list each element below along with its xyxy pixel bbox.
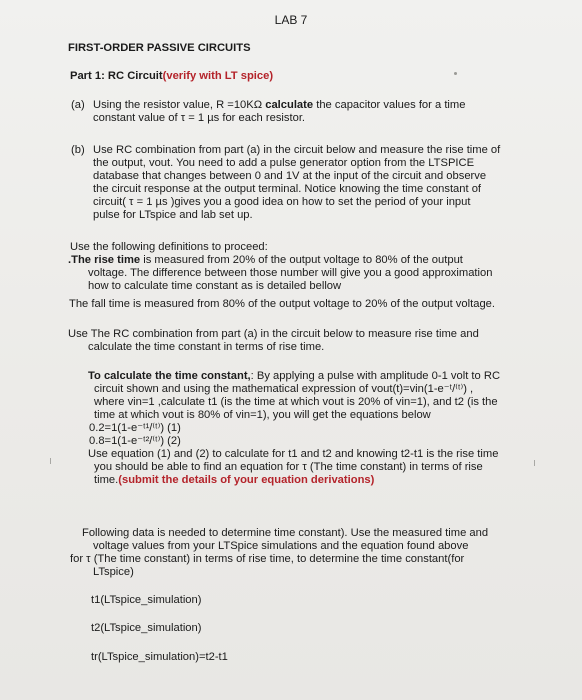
following-data-paragraph	[82, 527, 488, 553]
following-line2: voltage values from your LTSpice simulations and the equation found above	[93, 540, 469, 552]
item-b-line: pulse for LTspice and lab set up.	[93, 209, 253, 221]
calc-line1	[88, 370, 500, 383]
item-a	[71, 99, 531, 125]
fall-time-definition: The fall time is measured from 80% of the output voltage to 20% of the output voltage.	[69, 298, 495, 310]
use-equations-line3	[88, 474, 500, 487]
use-equations-line1: Use equation (1) and (2) to calculate for t1 and t2 and knowing t2-t1 is the rise time	[88, 448, 499, 460]
following-line1: Following data is needed to determine time constant). Use the measured time and	[82, 527, 489, 539]
item-a-marker: (a)	[71, 99, 85, 111]
part1-label: Part 1: RC Circuit	[70, 70, 163, 82]
equation-1: 0.2=1(1-e⁻ᵗ¹/⁽ᵗ⁾) (1)	[89, 422, 181, 434]
item-b-line: the circuit response at the output terminal. Notice knowing the time constant of	[93, 183, 482, 195]
item-b-line: Use RC combination from part (a) in the circuit below and measure the rise time of	[93, 144, 501, 156]
calc-line3: where vin=1 ,calculate t1 (is the time at which vout is 20% of vin=1), and t2 (is the	[94, 396, 498, 408]
measurement-t1: t1(LTspice_simulation)	[91, 594, 202, 606]
item-b-line: the output, vout. You need to add a pulse generator option from the LTSPICE	[93, 157, 475, 169]
rise-time-line: voltage. The difference between those number will give you a good approximation	[88, 267, 493, 279]
page-title: LAB 7	[274, 13, 308, 27]
use-rc-line1: Use The RC combination from part (a) in the circuit below to measure rise time and	[68, 328, 479, 340]
part1-accent: (verify with LT spice)	[162, 70, 274, 82]
page-mark	[50, 458, 51, 464]
rise-time-line: how to calculate time constant as is detailed bellow	[88, 280, 342, 292]
item-b	[71, 144, 551, 222]
definitions-intro: Use the following definitions to proceed:	[70, 241, 268, 253]
rise-time-lead: .The rise time	[68, 254, 141, 266]
item-a-line1	[71, 99, 531, 112]
page-mark	[454, 72, 457, 75]
following-data-continued	[70, 553, 464, 579]
part1-title	[70, 70, 273, 83]
use-equations-line3-pre: time.	[94, 474, 119, 486]
following-line4: LTspice)	[93, 566, 134, 578]
item-b-line: database that changes between 0 and 1V at the input of the circuit and observe	[93, 170, 487, 182]
following-line3: for τ (The time constant) in terms of rise time, to determine the time constant(for	[70, 553, 465, 565]
item-a-line1-post: the capacitor values for a time	[313, 99, 466, 111]
use-rc-paragraph	[68, 328, 479, 354]
calc-line1-rest: : By applying a pulse with amplitude 0-1 volt to RC	[250, 370, 501, 382]
item-b-marker: (b)	[71, 144, 85, 156]
measurement-t2: t2(LTspice_simulation)	[91, 622, 202, 634]
calculation-paragraph	[88, 370, 500, 487]
use-equations-line2: you should be able to find an equation for τ (The time constant) in terms of rise	[94, 461, 483, 473]
rise-time-line1	[68, 254, 492, 267]
item-a-line2: constant value of τ = 1 µs for each resistor.	[93, 112, 306, 124]
item-b-line: circuit( τ = 1 µs )gives you a good idea on how to set the period of your input	[93, 196, 471, 208]
use-rc-line2: calculate the time constant in terms of rise time.	[88, 341, 325, 353]
calc-line4: time at which vout is 80% of vin=1), you will get the equations below	[94, 409, 431, 421]
calc-line2: circuit shown and using the mathematical expression of vout(t)=vin(1-e⁻ᵗ/⁽ᵗ⁾) ,	[94, 383, 474, 395]
submit-derivations-note: (submit the details of your equation derivations)	[118, 474, 375, 486]
rise-time-rest: is measured from 20% of the output voltage to 80% of the output	[140, 254, 463, 266]
page-mark	[534, 460, 535, 466]
item-a-line1-bold: calculate	[265, 99, 314, 111]
rise-time-definition	[68, 254, 492, 293]
item-a-line1-pre: Using the resistor value, R =10KΩ	[93, 99, 266, 111]
measurement-tr: tr(LTspice_simulation)=t2-t1	[91, 651, 228, 663]
calc-lead: To calculate the time constant,	[88, 370, 251, 382]
equation-2: 0.8=1(1-e⁻ᵗ²/⁽ᵗ⁾) (2)	[89, 435, 181, 447]
section-heading: FIRST-ORDER PASSIVE CIRCUITS	[68, 42, 251, 54]
